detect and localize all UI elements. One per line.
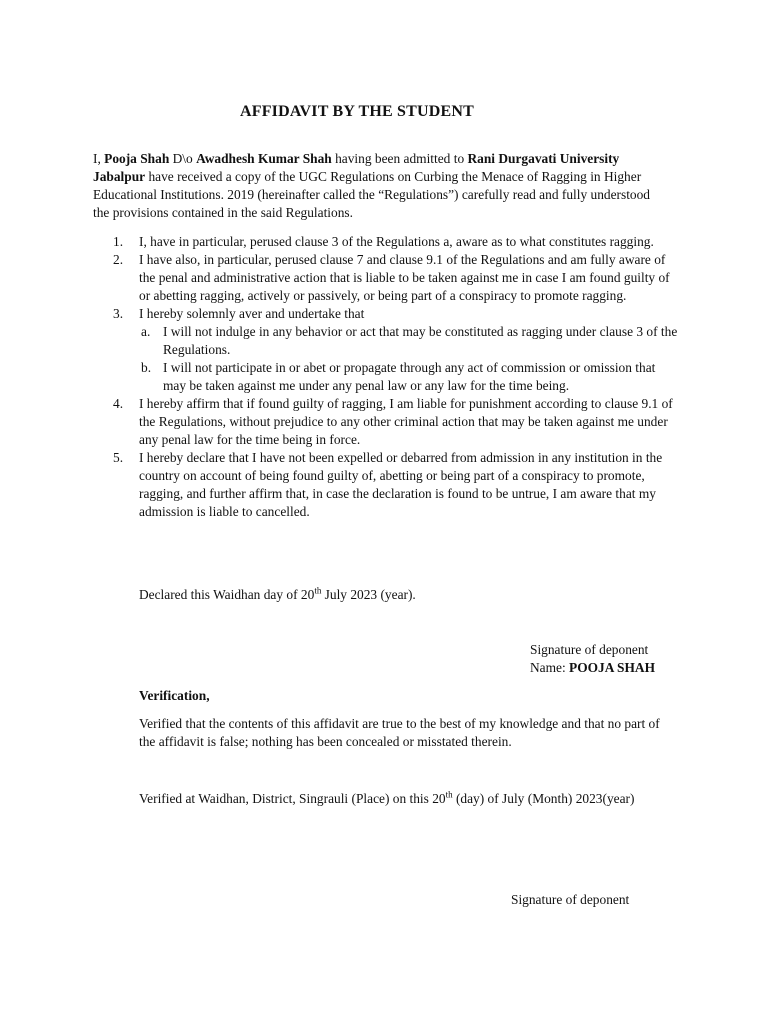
verified-at-superscript: th (445, 789, 453, 800)
declared-superscript: th (314, 585, 322, 596)
intro-paragraph (93, 150, 653, 222)
undertaking-list (93, 233, 693, 521)
parent-name: Awadhesh Kumar Shah (196, 151, 332, 166)
bottom-signature-label: Signature of deponent (511, 892, 630, 907)
verification-place-date (139, 790, 679, 808)
name-label: Name: (530, 660, 570, 675)
list-item (93, 305, 679, 395)
verified-at-text-2: (day) of July (Month) 2023(year) (452, 791, 635, 806)
list-number: 4. (113, 396, 124, 411)
student-name: Pooja Shah (104, 151, 170, 166)
declaration-line (139, 586, 639, 604)
verification-heading: Verification, (139, 688, 210, 703)
sub-list-item-text: I will not indulge in any behavior or act that may be constituted as ragging under clause 3 of the Regulations. (163, 324, 678, 357)
intro-text-1: having been admitted to (331, 151, 468, 166)
declared-text-1: Declared this Waidhan day of 20 (139, 587, 315, 602)
intro-text-2: have received a copy of the UGC Regulations on Curbing the Menace of Ragging in Higher Educational Institutions. 2019 (hereinafter called the “Regulations”) carefully read and fully understood the provisions contained in the said Regulations. (93, 169, 651, 220)
list-number: 3. (113, 306, 124, 321)
verified-at-text-1: Verified at Waidhan, District, Singrauli (Place) on this 20 (139, 791, 446, 806)
list-item-text: I hereby declare that I have not been expelled or debarred from admission in any institution in the country on account of being found guilty of, abetting or being part of a conspiracy to promote, ragging, and further affirm that, in case the declaration is found to be untrue, I am aware that my admission is liable to cancelled. (139, 450, 663, 519)
list-item (93, 449, 679, 521)
list-item-text: I have also, in particular, perused clause 7 and clause 9.1 of the Regulations and am fully aware of the penal and administrative action that is liable to be taken against me in case I am found guilty of or abetting ragging, actively or passively, or being part of a conspiracy to promote ragging. (139, 252, 670, 303)
deponent-name-line (530, 659, 750, 677)
sub-list-item (139, 359, 679, 395)
deponent-name: POOJA SHAH (569, 660, 655, 675)
signature-label: Signature of deponent (530, 642, 649, 657)
sub-list-letter: a. (141, 324, 151, 339)
list-item (93, 251, 679, 305)
list-number: 5. (113, 450, 124, 465)
sub-list-item (139, 323, 679, 359)
list-item (93, 395, 679, 449)
list-number: 2. (113, 252, 124, 267)
list-item (93, 233, 679, 251)
intro-prefix: I, (93, 151, 105, 166)
signature-block (530, 641, 750, 677)
verification-text: Verified that the contents of this affidavit are true to the best of my knowledge and that no part of the affidavit is false; nothing has been concealed or misstated therein. (139, 716, 660, 749)
list-number: 1. (113, 234, 124, 249)
document-title: AFFIDAVIT BY THE STUDENT (239, 103, 475, 120)
list-item-text: I hereby solemnly aver and undertake that (139, 306, 365, 321)
list-item-text: I hereby affirm that if found guilty of ragging, I am liable for punishment according to clause 9.1 of the Regulations, without prejudice to any other criminal action that may be taken against me under any penal law for the time being in force. (139, 396, 673, 447)
sub-list-letter: b. (141, 360, 152, 375)
university-name: Rani Durgavati University Jabalpur (93, 151, 620, 184)
relation-text: D\o (169, 151, 197, 166)
declared-text-2: July 2023 (year). (321, 587, 416, 602)
list-item-text: I, have in particular, perused clause 3 of the Regulations a, aware as to what constitutes ragging. (139, 234, 654, 249)
sub-list-item-text: I will not participate in or abet or propagate through any act of commission or omission that may be taken against me under any penal law or any law for the time being. (163, 360, 656, 393)
